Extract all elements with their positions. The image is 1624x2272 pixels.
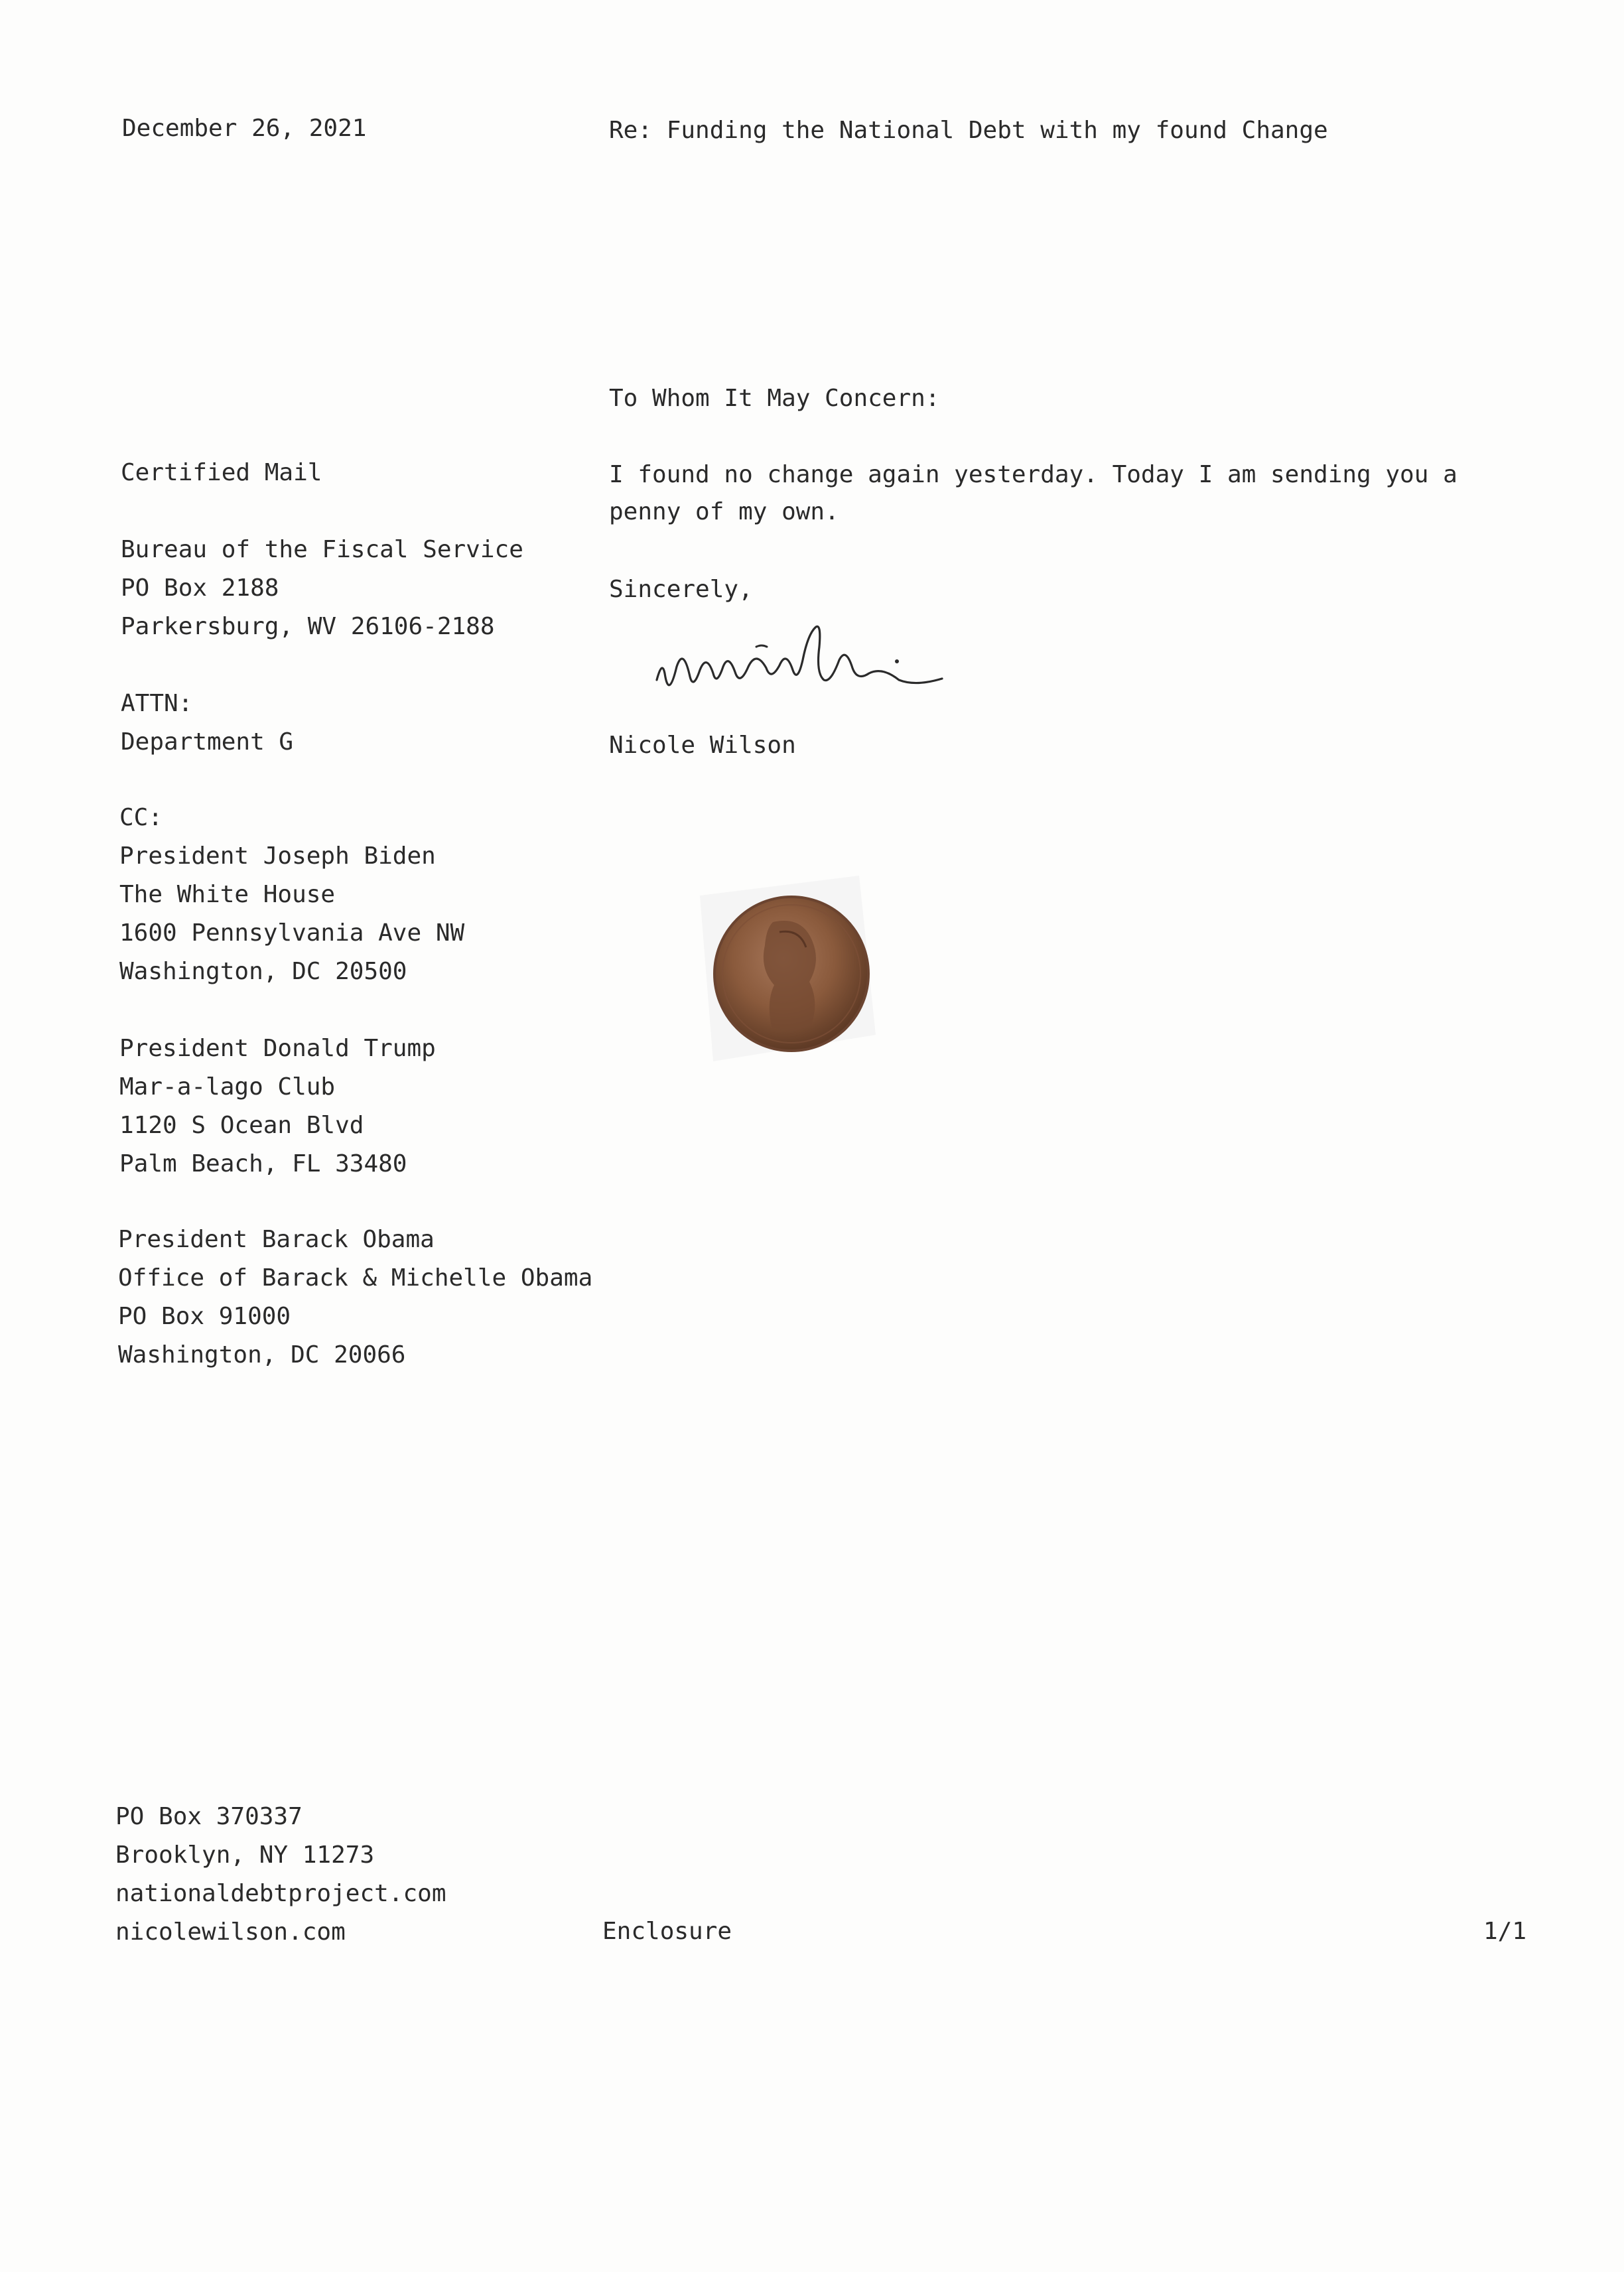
recipient-line: Bureau of the Fiscal Service: [121, 536, 523, 563]
enclosure-note: Enclosure: [602, 1918, 732, 1945]
mailing-method: Certified Mail: [121, 459, 322, 486]
signer-name: Nicole Wilson: [609, 732, 796, 759]
sender-address: [115, 1798, 446, 1952]
cc-line: President Donald Trump: [119, 1035, 436, 1062]
cc-line: 1120 S Ocean Blvd: [119, 1112, 364, 1139]
cc-line: The White House: [119, 881, 336, 908]
taped-penny-image: [693, 869, 879, 1068]
cc-line: Mar-a-lago Club: [119, 1073, 336, 1101]
sender-line: PO Box 370337: [115, 1803, 303, 1830]
salutation: To Whom It May Concern:: [609, 385, 940, 412]
cc-label: CC:: [119, 804, 163, 831]
cc-line: Washington, DC 20500: [119, 958, 407, 985]
page-number: 1/1: [1483, 1918, 1527, 1945]
attn-block: [121, 685, 293, 762]
cc-trump-block: [119, 1030, 436, 1183]
cc-line: President Joseph Biden: [119, 842, 436, 870]
handwritten-signature: [650, 620, 982, 720]
cc-line: President Barack Obama: [118, 1226, 435, 1253]
cc-line: Office of Barack & Michelle Obama: [118, 1264, 593, 1292]
letter-date: December 26, 2021: [122, 115, 367, 142]
sender-website: nicolewilson.com: [115, 1918, 346, 1946]
recipient-address: [121, 531, 523, 646]
sender-website: nationaldebtproject.com: [115, 1880, 446, 1907]
closing: Sincerely,: [609, 576, 753, 603]
recipient-line: Parkersburg, WV 26106-2188: [121, 613, 495, 640]
cc-line: Palm Beach, FL 33480: [119, 1150, 407, 1177]
cc-obama-block: [118, 1221, 592, 1374]
cc-biden-block: [119, 799, 464, 991]
sender-line: Brooklyn, NY 11273: [115, 1841, 375, 1869]
cc-line: 1600 Pennsylvania Ave NW: [119, 919, 465, 947]
letter-subject: Re: Funding the National Debt with my found Change: [609, 117, 1328, 144]
recipient-line: PO Box 2188: [121, 574, 279, 602]
attn-value: Department G: [121, 728, 294, 756]
cc-line: Washington, DC 20066: [118, 1341, 406, 1369]
cc-line: PO Box 91000: [118, 1303, 291, 1330]
attn-label: ATTN:: [121, 690, 193, 717]
letter-body: I found no change again yesterday. Today I am sending you a penny of my own.: [609, 461, 1457, 525]
